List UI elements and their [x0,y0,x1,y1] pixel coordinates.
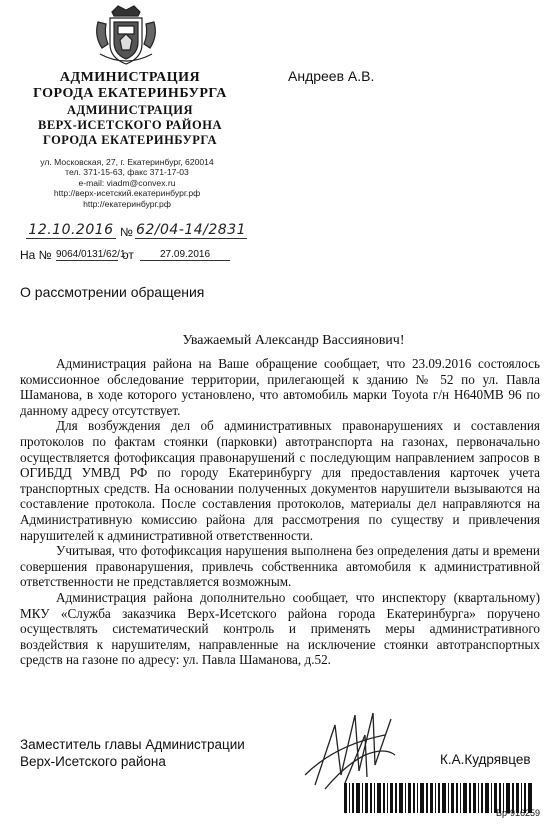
incoming-from-label: от [122,248,134,262]
signatory-title-line: Заместитель главы Администрации [20,737,245,752]
incoming-date: 27.09.2016 [140,249,230,261]
letter-body [20,356,540,668]
body-paragraph: Учитывая, что фотофиксация нарушения выполнена без определения даты и времени совершения правонарушения, привлечь собственника автомобиля к административной ответственности не представляется возможным. [20,543,540,590]
city-coat-of-arms-icon [92,4,160,66]
dept-name-line: АДМИНИСТРАЦИЯ [67,103,193,117]
signatory-title-line: Верх-Исетского района [20,754,166,769]
outgoing-date: 12.10.2016 [26,222,116,239]
dept-name-line: ГОРОДА ЕКАТЕРИНБУРГА [42,133,218,147]
incoming-number: 9064/0131/62/1 [56,249,126,260]
dept-name-line: ВЕРХ-ИСЕТСКОГО РАЙОНА [37,118,222,132]
addressee: Андреев А.В. [288,68,375,84]
document-code: Вр-916259 [496,808,541,818]
incoming-prefix: На № [20,248,52,262]
website-link: http://екатеринбург.рф [83,198,171,209]
department-name [30,103,230,148]
email-address: e-mail: viadm@convex.ru [78,177,176,188]
postal-address: ул. Московская, 27, г. Екатеринбург, 620014 [40,157,214,167]
body-paragraph: Для возбуждения дел об административных правонарушениях и составления протоколов по фактам стоянки (парковки) автотранспорта на газонах, первоначально осуществляется фотофиксация правонарушений с последующим направлением запросов в ОГИБДД УМВД РФ по городу Екатеринбургу для предоставления карточек учета транспортных средств. На основании полученных документов нарушители вызываются на составление протокола. После составления протоколов, материалы дел направляются на Административную комиссию района для рассмотрения по существу и привлечения нарушителей к административной ответственности. [20,418,540,543]
org-name-line: АДМИНИСТРАЦИЯ [59,70,201,85]
org-name-line: ГОРОДА ЕКАТЕРИНБУРГА [33,86,227,101]
website-link: http://верх-исетский.екатеринбург.рф [53,188,201,199]
body-paragraph: Администрация района на Ваше обращение сообщает, что 23.09.2016 состоялось комиссионное обследование территории, прилегающей к зданию № 52 по ул. Павла Шаманова, в ходе которого установлено, что автомобиль марки Toyota г/н Н640МВ 96 по данному адресу отсутствует. [20,356,540,418]
signatory-name: К.А.Кудрявцев [440,752,531,767]
outgoing-number: 62/04-14/2831 [135,222,247,238]
phone-numbers: тел. 371-15-63, факс 371-17-03 [65,167,189,178]
greeting: Уважаемый Александр Вассиянович! [182,333,405,348]
contact-block [22,157,232,209]
organization-name [30,70,230,102]
signatory-title [20,736,245,770]
outgoing-number-prefix: № [120,225,133,239]
body-paragraph: Администрация района дополнительно сообщает, что инспектору (квартальному) МКУ «Служба заказчика Верх-Исетского района города Екатеринбурга» поручено осуществлять систематический контроль и применять меры административного воздействия к нарушителям, направленные на исключение стоянки автотранспортных средств на газоне по адресу: ул. Павла Шаманова, д.52. [20,589,540,668]
document-subject: О рассмотрении обращения [20,284,205,300]
handwritten-signature [295,705,405,795]
